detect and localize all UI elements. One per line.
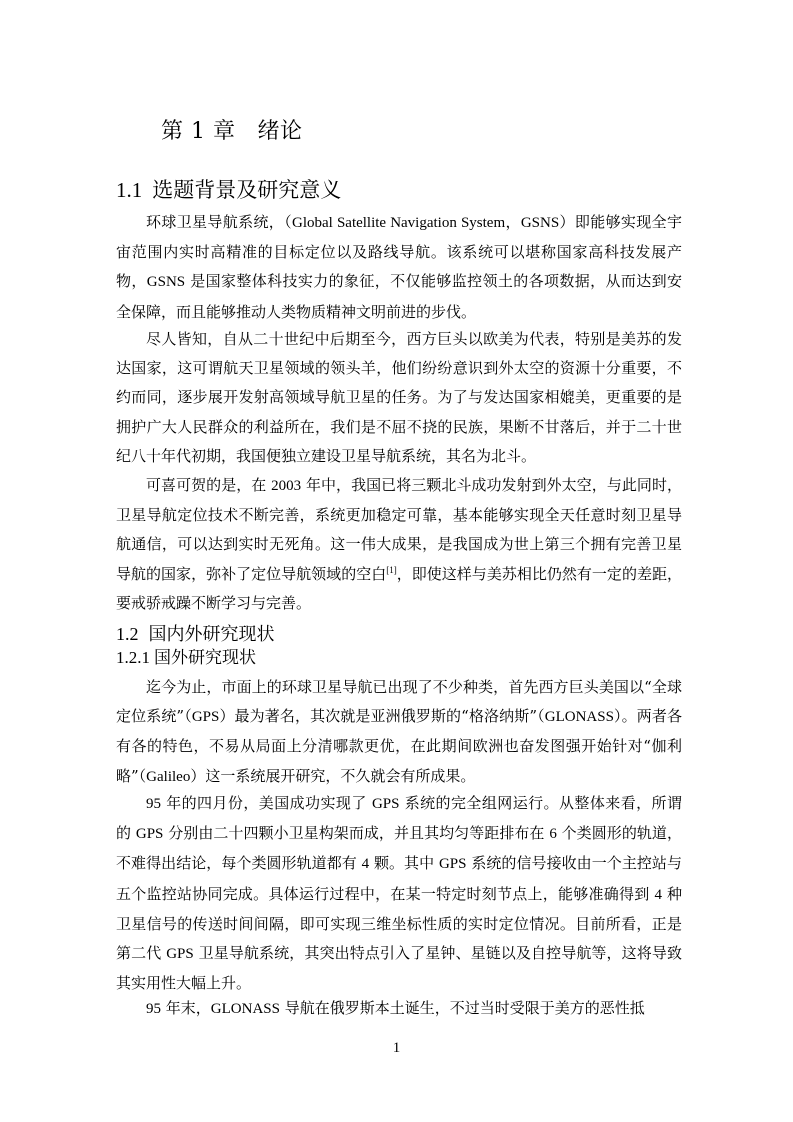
text: 年中，我国已将三颗北斗成功发射到外太空，与此同时，卫星导航定位技术不断完善，系统更加稳定可靠，基本能够实现全天任意时刻卫星导航通信，可以达到实时无死角。这一伟大成果，是我国成为世上第三个拥有完善卫星导航的国家，弥补了定位导航领域的空白	[116, 476, 682, 583]
text: ）。两者各有各的特色，不易从局面上分清哪款更优，在此期间欧洲也奋发图强开始针对“伽利略”（	[116, 707, 682, 785]
text-latin: 4	[654, 886, 662, 903]
text-latin: 2003	[271, 478, 302, 494]
subsection-number: 1.2.1	[116, 648, 150, 667]
page-number: 1	[392, 1040, 401, 1056]
text: ）这一系统展开研究，不久就会有所成果。	[190, 766, 476, 785]
section-number: 1.2	[116, 624, 139, 644]
text-latin: Global Satellite Navigation System，GSNS	[292, 215, 560, 231]
text: ）即能够实现全宇宙范围内实时高精准的目标定位以及路线导航。该系统可以堪称国家高科技发展产物，	[116, 213, 682, 291]
text: ，即使这样与美苏相比仍然有一定的差距，要戒骄戒躁不断学习与完善。	[116, 564, 682, 612]
text-latin: 95	[146, 796, 161, 812]
paragraph-2: 尽人皆知，自从二十世纪中后期至今，西方巨头以欧美为代表，特别是美苏的发达国家，这可谓航天卫星领域的领头羊，他们纷纷意识到外太空的资源十分重要，不约而同，逐步展开发射高领域导航卫星的任务。为了与发达国家相媲美，更重要的是拥护广大人民群众的利益所在，我们是不屈不挠的民族，果断不甘落后，并于二十世纪八十年代初期，我国便独立建设卫星导航系统，其名为北斗。	[116, 330, 682, 465]
section-title: 国内外研究现状	[148, 624, 275, 645]
text-latin: 4	[361, 856, 370, 873]
text-latin: GPS	[191, 709, 220, 726]
text: ）最为著名，其次就是亚洲俄罗斯的“格洛纳斯”（	[219, 707, 545, 726]
text-latin: 6	[549, 826, 557, 843]
text: 年的四月份，美国成功实现了	[161, 794, 372, 812]
paragraph-3	[116, 471, 682, 618]
text: 年末，	[161, 999, 211, 1017]
text: 导航在俄罗斯本土诞生，不过当时受限于美方的恶性抵	[279, 999, 645, 1017]
text-latin: GLONASS	[210, 1001, 280, 1017]
paragraph-1	[116, 208, 682, 327]
text: 个类圆形的轨道，不难得出结论，每个类圆形轨道都有	[116, 824, 682, 873]
section-number: 1.1	[116, 178, 143, 202]
text: 可喜可贺的是，在	[146, 476, 272, 494]
text: 卫星导航系统，其突出特点引入了星钟、星链以及自控导航等，这将导致其实用性大幅上升。	[116, 944, 682, 993]
text: 系统的完全组网运行。从整体来看，所谓的	[116, 794, 682, 843]
text-latin: GPS	[438, 856, 467, 873]
text-latin: GPS	[166, 946, 194, 963]
paragraph-6	[116, 994, 682, 1024]
text-latin: 95	[146, 1001, 161, 1017]
text: 迄今为止，市面上的环球卫星导航已出现了不少种类，首先西方巨头美国以“全球定位系统”（	[116, 678, 682, 726]
paragraph-5	[116, 789, 682, 998]
text-latin: Galileo	[146, 768, 191, 785]
text: 系统的信号接收由一个主控站与五个监控站协同完成。具体运行过程中，在某一特定时刻节点上，能够准确得到	[116, 854, 682, 903]
text-latin: GLONASS	[544, 709, 614, 726]
chapter-title	[161, 114, 303, 145]
section-title: 选题背景及研究意义	[152, 178, 342, 202]
text: 种卫星信号的传送时间间隔，即可实现三维坐标性质的实时定位情况。目前所看，正是第二代	[116, 884, 682, 963]
paragraph-4	[116, 673, 682, 792]
text-latin: GSNS	[146, 274, 186, 291]
text-latin: GPS	[135, 826, 164, 843]
text: 颗。其中	[369, 854, 439, 873]
text-latin: GPS	[371, 796, 400, 812]
text: 是国家整体科技实力的象征，不仅能够监控领土的各项数据，从而达到安全保障，而且能够推动人类物质精神文明前进的步伐。	[116, 272, 682, 321]
subsection-title: 国外研究现状	[154, 648, 256, 668]
chapter-name: 绪论	[257, 119, 303, 144]
citation-ref: [1]	[386, 564, 397, 575]
section-heading-1-1	[116, 174, 341, 204]
chapter-label: 第 1 章	[161, 119, 236, 144]
text: 分别由二十四颗小卫星构架而成，并且其均匀等距排布在	[163, 824, 550, 843]
text: 环球卫星导航系统，（	[146, 213, 293, 231]
subsection-heading-1-2-1	[116, 643, 256, 668]
